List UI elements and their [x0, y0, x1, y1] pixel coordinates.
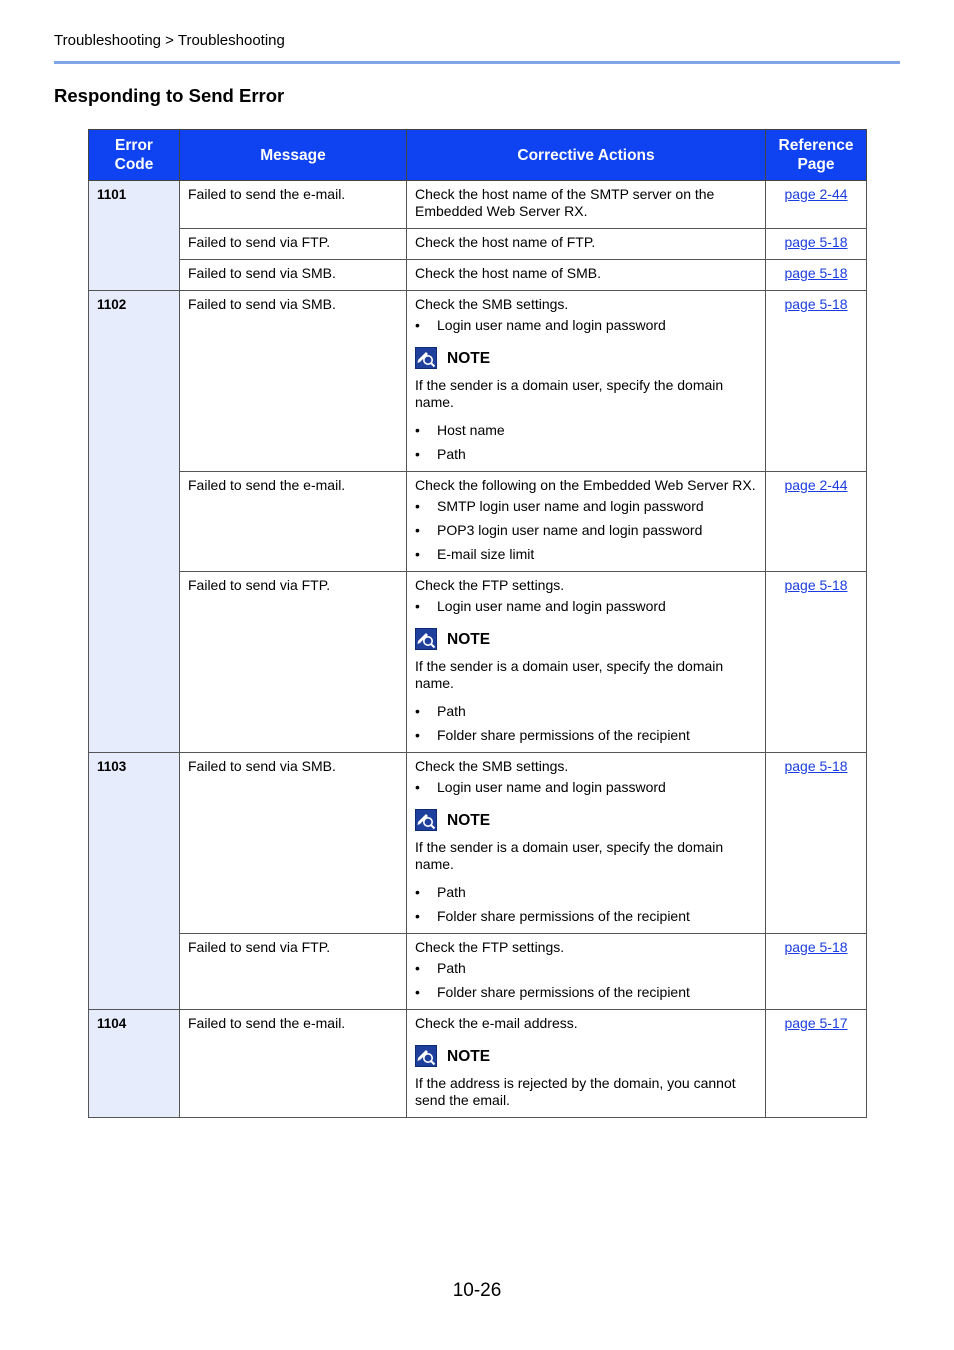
table-header-row [89, 130, 867, 181]
reference-page-link[interactable]: page 2-44 [784, 186, 848, 202]
error-message: Failed to send via FTP. [180, 934, 407, 1010]
note-text: If the sender is a domain user, specify the domain name. [415, 839, 724, 872]
note-text: If the sender is a domain user, specify the domain name. [415, 658, 724, 691]
table-row [89, 753, 867, 934]
table-row [89, 229, 867, 260]
reference-page-link[interactable]: page 2-44 [784, 477, 848, 493]
breadcrumb: Troubleshooting > Troubleshooting [54, 32, 285, 49]
action-text: Check the SMB settings. [415, 758, 569, 774]
corrective-action [407, 229, 766, 260]
corrective-action [407, 1010, 766, 1118]
corrective-action [407, 181, 766, 229]
table-body [89, 181, 867, 1118]
header-error-code-line2: Code [114, 156, 154, 173]
action-bullet-list [415, 598, 757, 615]
note-heading [415, 347, 757, 369]
note-bullet-list [415, 422, 757, 463]
action-bullet-list [415, 960, 757, 1001]
note-magnifier-icon [415, 347, 437, 369]
error-message: Failed to send the e-mail. [180, 181, 407, 229]
corrective-action [407, 753, 766, 934]
corrective-action [407, 472, 766, 572]
reference-page-link[interactable]: page 5-18 [784, 758, 848, 774]
action-bullet-list [415, 498, 757, 563]
note-bullet-item: • Path [415, 884, 757, 901]
error-code: 1104 [89, 1010, 180, 1118]
reference-cell [766, 753, 867, 934]
action-text: Check the e-mail address. [415, 1015, 578, 1031]
header-rule [54, 61, 900, 64]
table-row [89, 181, 867, 229]
note-label: NOTE [447, 1047, 491, 1065]
error-message: Failed to send via SMB. [180, 260, 407, 291]
table-row [89, 1010, 867, 1118]
note-bullet-item: • Path [415, 703, 757, 720]
table-row [89, 934, 867, 1010]
reference-cell [766, 229, 867, 260]
action-text: Check the following on the Embedded Web Server RX. [415, 477, 756, 493]
error-message: Failed to send via FTP. [180, 229, 407, 260]
header-ref-line1: Reference [778, 137, 854, 154]
table-row [89, 472, 867, 572]
action-bullet-item: • Login user name and login password [415, 598, 757, 615]
corrective-action [407, 291, 766, 472]
page-number: 10-26 [452, 1280, 502, 1301]
header-reference-page [766, 130, 867, 181]
note-heading [415, 1045, 757, 1067]
note-bullet-item: • Path [415, 446, 757, 463]
action-bullet-item: • Login user name and login password [415, 779, 757, 796]
action-text: Check the host name of the SMTP server on the Embedded Web Server RX. [415, 186, 715, 219]
reference-page-link[interactable]: page 5-18 [784, 296, 848, 312]
note-bullet-list [415, 703, 757, 744]
note-magnifier-icon [415, 628, 437, 650]
note-magnifier-icon [415, 809, 437, 831]
table-row [89, 572, 867, 753]
header-message: Message [180, 130, 407, 181]
action-bullet-item: • Folder share permissions of the recipient [415, 984, 757, 1001]
reference-cell [766, 291, 867, 472]
reference-cell [766, 572, 867, 753]
error-code: 1102 [89, 291, 180, 753]
action-text: Check the FTP settings. [415, 939, 565, 955]
action-bullet-item: • SMTP login user name and login password [415, 498, 757, 515]
reference-cell [766, 181, 867, 229]
error-code: 1103 [89, 753, 180, 1010]
page-title: Responding to Send Error [54, 85, 285, 106]
action-bullet-list [415, 779, 757, 796]
action-bullet-item: • E-mail size limit [415, 546, 757, 563]
note-magnifier-icon [415, 1045, 437, 1067]
action-text: Check the FTP settings. [415, 577, 565, 593]
note-text: If the sender is a domain user, specify the domain name. [415, 377, 724, 410]
reference-cell [766, 260, 867, 291]
send-error-table [88, 129, 867, 1118]
reference-page-link[interactable]: page 5-18 [784, 234, 848, 250]
error-message: Failed to send the e-mail. [180, 1010, 407, 1118]
note-bullet-item: • Folder share permissions of the recipient [415, 908, 757, 925]
note-bullet-list [415, 884, 757, 925]
action-text: Check the host name of FTP. [415, 234, 596, 250]
header-ref-line2: Page [797, 156, 835, 173]
note-bullet-item: • Folder share permissions of the recipient [415, 727, 757, 744]
header-error-code-line1: Error [115, 137, 153, 154]
note-heading [415, 628, 757, 650]
error-message: Failed to send the e-mail. [180, 472, 407, 572]
action-bullet-item: • POP3 login user name and login password [415, 522, 757, 539]
error-message: Failed to send via SMB. [180, 753, 407, 934]
note-label: NOTE [447, 630, 491, 648]
reference-cell [766, 1010, 867, 1118]
note-label: NOTE [447, 349, 491, 367]
error-message: Failed to send via SMB. [180, 291, 407, 472]
action-text: Check the SMB settings. [415, 296, 569, 312]
corrective-action [407, 572, 766, 753]
action-bullet-item: • Login user name and login password [415, 317, 757, 334]
header-error-code [89, 130, 180, 181]
table-row [89, 291, 867, 472]
corrective-action [407, 260, 766, 291]
note-heading [415, 809, 757, 831]
reference-cell [766, 934, 867, 1010]
error-code: 1101 [89, 181, 180, 291]
note-bullet-item: • Host name [415, 422, 757, 439]
table-row [89, 260, 867, 291]
reference-cell [766, 472, 867, 572]
action-bullet-item: • Path [415, 960, 757, 977]
error-message: Failed to send via FTP. [180, 572, 407, 753]
action-text: Check the host name of SMB. [415, 265, 601, 281]
reference-page-link[interactable]: page 5-18 [784, 265, 848, 281]
note-label: NOTE [447, 811, 491, 829]
corrective-action [407, 934, 766, 1010]
reference-page-link[interactable]: page 5-18 [784, 577, 848, 593]
action-bullet-list [415, 317, 757, 334]
reference-page-link[interactable]: page 5-17 [784, 1015, 848, 1031]
note-text: If the address is rejected by the domain, you cannot send the email. [415, 1075, 736, 1108]
reference-page-link[interactable]: page 5-18 [784, 939, 848, 955]
header-corrective-actions: Corrective Actions [407, 130, 766, 181]
